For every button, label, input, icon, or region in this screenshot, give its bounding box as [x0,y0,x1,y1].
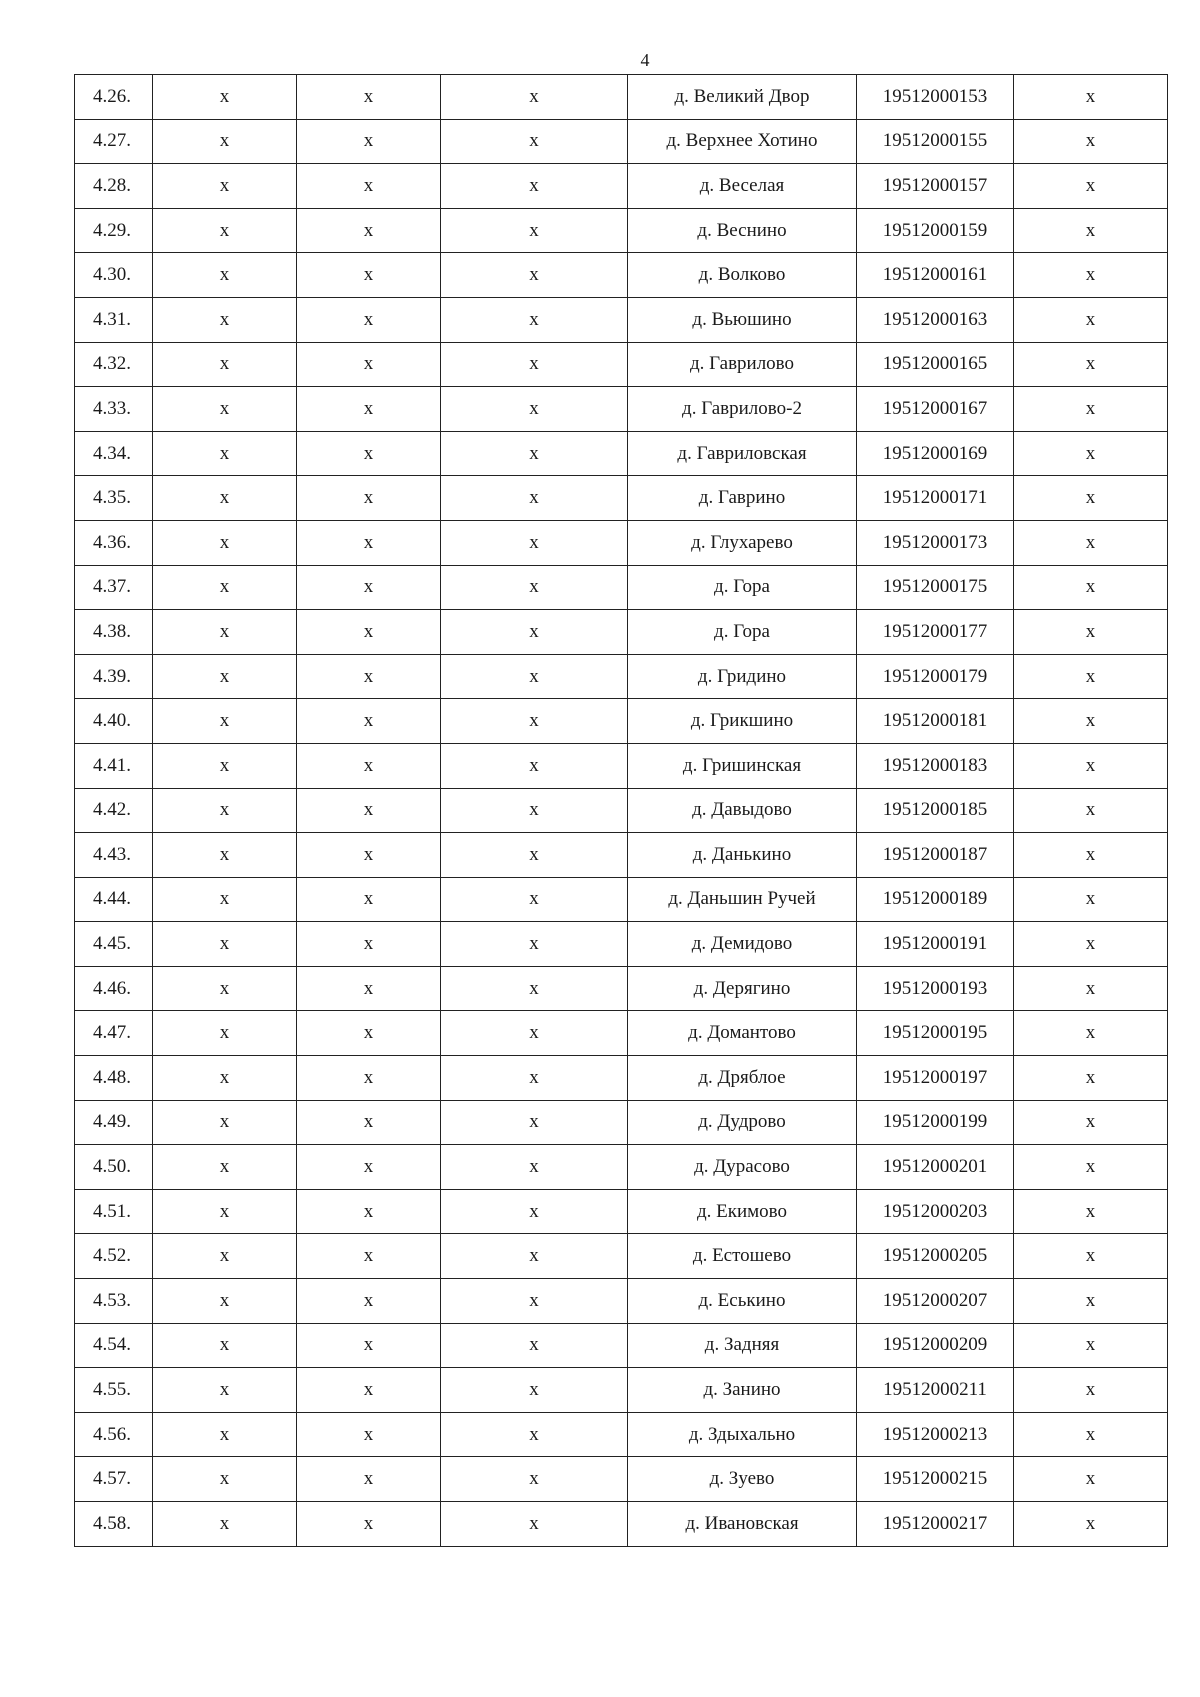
table-row [75,1502,1168,1547]
column-3-cell: x [297,966,441,1011]
column-2-cell: x [153,119,297,164]
column-7-cell: x [1014,1189,1168,1234]
row-number-cell: 4.50. [75,1145,153,1190]
column-2-cell: x [153,1189,297,1234]
row-number-cell: 4.31. [75,297,153,342]
column-3-cell: x [297,431,441,476]
column-4-cell: x [441,1234,628,1279]
row-number-cell: 4.51. [75,1189,153,1234]
table-row [75,1145,1168,1190]
column-2-cell: x [153,342,297,387]
column-7-cell: x [1014,1323,1168,1368]
settlement-name-cell: д. Дряблое [628,1056,857,1101]
column-4-cell: x [441,565,628,610]
table-row [75,297,1168,342]
column-7-cell: x [1014,1145,1168,1190]
column-3-cell: x [297,253,441,298]
settlement-name-cell: д. Гаврилово [628,342,857,387]
oktmo-code-cell: 19512000175 [857,565,1014,610]
row-number-cell: 4.26. [75,75,153,120]
column-7-cell: x [1014,654,1168,699]
settlement-name-cell: д. Еськино [628,1279,857,1324]
column-4-cell: x [441,1056,628,1101]
table-row [75,1189,1168,1234]
column-7-cell: x [1014,1412,1168,1457]
oktmo-code-cell: 19512000167 [857,387,1014,432]
settlement-name-cell: д. Зуево [628,1457,857,1502]
oktmo-code-cell: 19512000193 [857,966,1014,1011]
column-3-cell: x [297,743,441,788]
column-4-cell: x [441,833,628,878]
settlement-name-cell: д. Гора [628,565,857,610]
table-row [75,1011,1168,1056]
column-2-cell: x [153,476,297,521]
column-7-cell: x [1014,75,1168,120]
row-number-cell: 4.34. [75,431,153,476]
column-7-cell: x [1014,1100,1168,1145]
row-number-cell: 4.36. [75,520,153,565]
column-4-cell: x [441,297,628,342]
column-7-cell: x [1014,476,1168,521]
column-7-cell: x [1014,1368,1168,1413]
column-3-cell: x [297,1279,441,1324]
row-number-cell: 4.45. [75,922,153,967]
column-2-cell: x [153,1323,297,1368]
oktmo-code-cell: 19512000161 [857,253,1014,298]
column-4-cell: x [441,253,628,298]
column-7-cell: x [1014,431,1168,476]
column-3-cell: x [297,208,441,253]
settlement-name-cell: д. Гаврино [628,476,857,521]
column-3-cell: x [297,342,441,387]
table-row [75,342,1168,387]
table-row [75,1279,1168,1324]
column-7-cell: x [1014,253,1168,298]
row-number-cell: 4.57. [75,1457,153,1502]
table-row [75,966,1168,1011]
column-2-cell: x [153,654,297,699]
oktmo-code-cell: 19512000191 [857,922,1014,967]
settlement-name-cell: д. Волково [628,253,857,298]
column-4-cell: x [441,1323,628,1368]
table-row [75,1368,1168,1413]
column-2-cell: x [153,164,297,209]
table-row [75,208,1168,253]
column-2-cell: x [153,1368,297,1413]
row-number-cell: 4.48. [75,1056,153,1101]
column-2-cell: x [153,1100,297,1145]
settlement-name-cell: д. Данькино [628,833,857,878]
settlement-name-cell: д. Веселая [628,164,857,209]
oktmo-code-cell: 19512000195 [857,1011,1014,1056]
settlement-name-cell: д. Естошево [628,1234,857,1279]
oktmo-code-cell: 19512000171 [857,476,1014,521]
table-row [75,699,1168,744]
column-2-cell: x [153,1011,297,1056]
row-number-cell: 4.40. [75,699,153,744]
column-3-cell: x [297,1011,441,1056]
row-number-cell: 4.38. [75,610,153,655]
column-3-cell: x [297,922,441,967]
settlement-name-cell: д. Вьюшино [628,297,857,342]
table-row [75,1457,1168,1502]
column-3-cell: x [297,565,441,610]
column-2-cell: x [153,610,297,655]
row-number-cell: 4.37. [75,565,153,610]
oktmo-code-cell: 19512000211 [857,1368,1014,1413]
oktmo-code-cell: 19512000185 [857,788,1014,833]
column-4-cell: x [441,1368,628,1413]
column-7-cell: x [1014,1056,1168,1101]
column-3-cell: x [297,1189,441,1234]
table-row [75,654,1168,699]
column-4-cell: x [441,877,628,922]
column-4-cell: x [441,119,628,164]
column-2-cell: x [153,788,297,833]
column-2-cell: x [153,297,297,342]
row-number-cell: 4.46. [75,966,153,1011]
column-3-cell: x [297,387,441,432]
column-4-cell: x [441,164,628,209]
settlement-name-cell: д. Давыдово [628,788,857,833]
table-row [75,1412,1168,1457]
column-2-cell: x [153,565,297,610]
column-2-cell: x [153,387,297,432]
column-7-cell: x [1014,208,1168,253]
row-number-cell: 4.42. [75,788,153,833]
settlement-name-cell: д. Гавриловская [628,431,857,476]
column-2-cell: x [153,1279,297,1324]
oktmo-code-cell: 19512000205 [857,1234,1014,1279]
column-4-cell: x [441,610,628,655]
row-number-cell: 4.44. [75,877,153,922]
oktmo-code-cell: 19512000153 [857,75,1014,120]
row-number-cell: 4.33. [75,387,153,432]
row-number-cell: 4.56. [75,1412,153,1457]
row-number-cell: 4.49. [75,1100,153,1145]
column-3-cell: x [297,520,441,565]
row-number-cell: 4.27. [75,119,153,164]
settlement-name-cell: д. Дудрово [628,1100,857,1145]
settlement-name-cell: д. Ивановская [628,1502,857,1547]
column-7-cell: x [1014,788,1168,833]
column-7-cell: x [1014,877,1168,922]
table-row [75,565,1168,610]
column-3-cell: x [297,833,441,878]
column-3-cell: x [297,75,441,120]
column-4-cell: x [441,208,628,253]
column-3-cell: x [297,119,441,164]
settlement-name-cell: д. Дерягино [628,966,857,1011]
column-3-cell: x [297,164,441,209]
table-row [75,164,1168,209]
table-row [75,743,1168,788]
column-2-cell: x [153,253,297,298]
row-number-cell: 4.58. [75,1502,153,1547]
table-row [75,75,1168,120]
column-4-cell: x [441,1502,628,1547]
column-4-cell: x [441,966,628,1011]
column-3-cell: x [297,699,441,744]
oktmo-code-cell: 19512000189 [857,877,1014,922]
column-4-cell: x [441,1189,628,1234]
settlement-name-cell: д. Здыхально [628,1412,857,1457]
column-4-cell: x [441,1011,628,1056]
column-7-cell: x [1014,1279,1168,1324]
column-2-cell: x [153,743,297,788]
settlement-name-cell: д. Дурасово [628,1145,857,1190]
table-row [75,610,1168,655]
row-number-cell: 4.35. [75,476,153,521]
row-number-cell: 4.55. [75,1368,153,1413]
row-number-cell: 4.52. [75,1234,153,1279]
column-7-cell: x [1014,743,1168,788]
table-row [75,119,1168,164]
column-3-cell: x [297,877,441,922]
table-row [75,476,1168,521]
column-4-cell: x [441,1412,628,1457]
column-2-cell: x [153,1412,297,1457]
column-2-cell: x [153,699,297,744]
column-3-cell: x [297,788,441,833]
settlement-name-cell: д. Задняя [628,1323,857,1368]
row-number-cell: 4.29. [75,208,153,253]
oktmo-code-cell: 19512000213 [857,1412,1014,1457]
settlement-name-cell: д. Домантово [628,1011,857,1056]
column-4-cell: x [441,1100,628,1145]
column-4-cell: x [441,1457,628,1502]
column-7-cell: x [1014,119,1168,164]
oktmo-code-cell: 19512000201 [857,1145,1014,1190]
oktmo-code-cell: 19512000217 [857,1502,1014,1547]
column-3-cell: x [297,1502,441,1547]
settlement-name-cell: д. Грикшино [628,699,857,744]
row-number-cell: 4.54. [75,1323,153,1368]
column-3-cell: x [297,1056,441,1101]
column-7-cell: x [1014,1502,1168,1547]
column-4-cell: x [441,922,628,967]
settlement-name-cell: д. Даньшин Ручей [628,877,857,922]
page-number: 4 [640,50,650,70]
column-7-cell: x [1014,164,1168,209]
column-2-cell: x [153,208,297,253]
column-7-cell: x [1014,1234,1168,1279]
column-3-cell: x [297,1145,441,1190]
column-4-cell: x [441,699,628,744]
column-3-cell: x [297,1368,441,1413]
column-3-cell: x [297,1100,441,1145]
settlement-name-cell: д. Веснино [628,208,857,253]
table-row [75,833,1168,878]
column-7-cell: x [1014,520,1168,565]
oktmo-code-cell: 19512000157 [857,164,1014,209]
row-number-cell: 4.43. [75,833,153,878]
column-2-cell: x [153,966,297,1011]
oktmo-code-cell: 19512000209 [857,1323,1014,1368]
column-2-cell: x [153,877,297,922]
column-4-cell: x [441,788,628,833]
row-number-cell: 4.47. [75,1011,153,1056]
column-4-cell: x [441,1145,628,1190]
table-row [75,520,1168,565]
column-4-cell: x [441,431,628,476]
column-4-cell: x [441,654,628,699]
table-row [75,1323,1168,1368]
table-row [75,1056,1168,1101]
column-2-cell: x [153,1234,297,1279]
column-7-cell: x [1014,699,1168,744]
settlement-name-cell: д. Гришинская [628,743,857,788]
settlement-name-cell: д. Гридино [628,654,857,699]
settlement-name-cell: д. Глухарево [628,520,857,565]
column-7-cell: x [1014,297,1168,342]
table-row [75,387,1168,432]
table-row [75,922,1168,967]
column-2-cell: x [153,922,297,967]
table-row [75,788,1168,833]
oktmo-code-cell: 19512000181 [857,699,1014,744]
row-number-cell: 4.32. [75,342,153,387]
settlement-name-cell: д. Гора [628,610,857,655]
oktmo-code-cell: 19512000207 [857,1279,1014,1324]
oktmo-code-cell: 19512000215 [857,1457,1014,1502]
settlement-name-cell: д. Екимово [628,1189,857,1234]
column-4-cell: x [441,387,628,432]
oktmo-code-cell: 19512000197 [857,1056,1014,1101]
column-7-cell: x [1014,966,1168,1011]
column-3-cell: x [297,1457,441,1502]
column-3-cell: x [297,1234,441,1279]
table-row [75,253,1168,298]
column-2-cell: x [153,1145,297,1190]
row-number-cell: 4.41. [75,743,153,788]
oktmo-code-cell: 19512000169 [857,431,1014,476]
settlement-name-cell: д. Верхнее Хотино [628,119,857,164]
column-2-cell: x [153,833,297,878]
column-7-cell: x [1014,565,1168,610]
column-4-cell: x [441,476,628,521]
column-4-cell: x [441,1279,628,1324]
table-row [75,1234,1168,1279]
table-row [75,431,1168,476]
oktmo-code-cell: 19512000155 [857,119,1014,164]
column-3-cell: x [297,654,441,699]
oktmo-code-cell: 19512000199 [857,1100,1014,1145]
oktmo-code-cell: 19512000159 [857,208,1014,253]
column-4-cell: x [441,520,628,565]
column-4-cell: x [441,743,628,788]
table-row [75,1100,1168,1145]
row-number-cell: 4.30. [75,253,153,298]
column-2-cell: x [153,431,297,476]
settlements-table [74,74,1168,1547]
row-number-cell: 4.53. [75,1279,153,1324]
row-number-cell: 4.39. [75,654,153,699]
column-7-cell: x [1014,922,1168,967]
column-7-cell: x [1014,342,1168,387]
oktmo-code-cell: 19512000173 [857,520,1014,565]
column-7-cell: x [1014,833,1168,878]
oktmo-code-cell: 19512000203 [857,1189,1014,1234]
oktmo-code-cell: 19512000183 [857,743,1014,788]
oktmo-code-cell: 19512000179 [857,654,1014,699]
column-3-cell: x [297,297,441,342]
oktmo-code-cell: 19512000187 [857,833,1014,878]
column-2-cell: x [153,75,297,120]
column-3-cell: x [297,610,441,655]
column-2-cell: x [153,1457,297,1502]
column-3-cell: x [297,476,441,521]
column-2-cell: x [153,520,297,565]
column-4-cell: x [441,75,628,120]
oktmo-code-cell: 19512000165 [857,342,1014,387]
oktmo-code-cell: 19512000163 [857,297,1014,342]
settlement-name-cell: д. Великий Двор [628,75,857,120]
settlement-name-cell: д. Гаврилово-2 [628,387,857,432]
oktmo-code-cell: 19512000177 [857,610,1014,655]
column-7-cell: x [1014,610,1168,655]
settlement-name-cell: д. Демидово [628,922,857,967]
column-7-cell: x [1014,1011,1168,1056]
column-2-cell: x [153,1502,297,1547]
column-7-cell: x [1014,1457,1168,1502]
column-3-cell: x [297,1323,441,1368]
settlement-name-cell: д. Занино [628,1368,857,1413]
table-body [75,75,1168,1547]
column-7-cell: x [1014,387,1168,432]
table-row [75,877,1168,922]
column-2-cell: x [153,1056,297,1101]
column-3-cell: x [297,1412,441,1457]
column-4-cell: x [441,342,628,387]
row-number-cell: 4.28. [75,164,153,209]
